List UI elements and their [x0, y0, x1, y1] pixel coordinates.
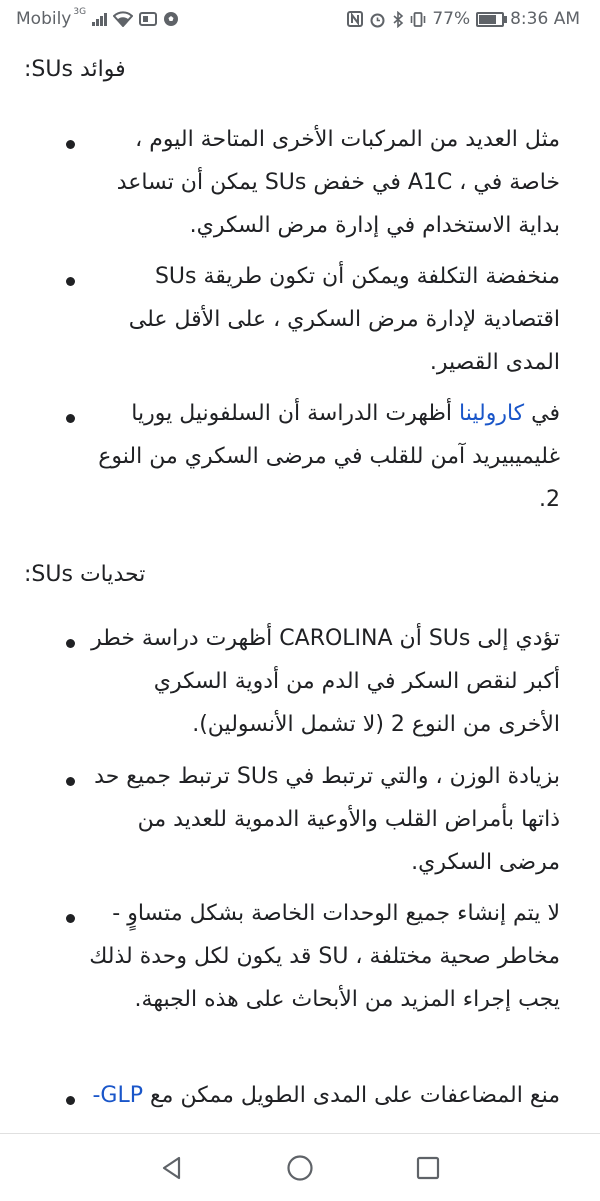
- bullet-dot: [66, 914, 75, 923]
- carolina-link[interactable]: كارولينا: [459, 401, 525, 426]
- home-icon: [286, 1154, 314, 1182]
- benefits-item-3: [88, 392, 560, 521]
- recents-icon: [415, 1155, 441, 1181]
- bullet-dot: [66, 777, 75, 786]
- battery-percent: 77%: [432, 9, 471, 29]
- network-type: 3G: [73, 7, 87, 17]
- benefits-heading: فوائد SUs:: [24, 57, 126, 82]
- carrier-name: Mobily: [16, 9, 72, 29]
- benefits-item-1: مثل العديد من المركبات الأخرى المتاحة اليوم ، خاصة في ، A1C في خفض SUs يمكن أن تساعد بداية الاستخدام في إدارة مرض السكري.: [116, 127, 560, 238]
- status-bar-left: [16, 9, 179, 29]
- challenges-heading: تحديات SUs:: [24, 562, 146, 587]
- bullet-dot: [66, 1096, 75, 1105]
- signal-icon: [92, 12, 107, 26]
- challenges-item-4: [88, 1074, 560, 1117]
- bullet-dot: [66, 414, 75, 423]
- alarm-icon: [369, 11, 386, 28]
- challenges-item-3: لا يتم إنشاء جميع الوحدات الخاصة بشكل متساوٍ - مخاطر صحية مختلفة ، SU قد يكون لكل وحدة لذلك يجب إجراء المزيد من الأبحاث على هذه الجبهة.: [89, 901, 560, 1012]
- bullet-dot: [66, 639, 75, 648]
- benefits-item-3-prefix: في: [524, 401, 560, 426]
- bullet-dot: [66, 140, 75, 149]
- sim-card-icon: [139, 11, 157, 27]
- status-bar-right: [347, 9, 580, 29]
- back-button[interactable]: [156, 1152, 188, 1184]
- glp-link[interactable]: GLP-: [92, 1083, 143, 1108]
- soccer-ball-icon: [163, 11, 179, 27]
- navigation-bar: [0, 1133, 600, 1201]
- status-bar: [0, 0, 600, 40]
- benefits-item-3-suffix: أظهرت الدراسة أن السلفونيل يوريا غليميبيريد آمن للقلب في مرضى السكري من النوع 2.: [98, 401, 560, 512]
- recents-button[interactable]: [412, 1152, 444, 1184]
- home-button[interactable]: [284, 1152, 316, 1184]
- challenges-item-2: بزيادة الوزن ، والتي ترتبط في SUs ترتبط جميع حد ذاتها بأمراض القلب والأوعية الدموية للعديد من مرضى السكري.: [94, 764, 560, 875]
- article-content: [0, 40, 600, 1130]
- challenges-item-4-text: منع المضاعفات على المدى الطويل ممكن مع: [142, 1083, 560, 1108]
- challenges-item-1: تؤدي إلى SUs أن CAROLINA أظهرت دراسة خطر أكبر لنقص السكر في الدم من أدوية السكري الأخرى من النوع 2 (لا تشمل الأنسولين).: [91, 626, 560, 737]
- bullet-dot: [66, 277, 75, 286]
- battery-icon: [476, 12, 504, 27]
- nfc-icon: [347, 11, 363, 27]
- vibrate-icon: [410, 11, 426, 28]
- battery-level: [479, 15, 496, 24]
- bluetooth-icon: [392, 11, 404, 28]
- wifi-icon: [113, 11, 133, 27]
- benefits-item-2: منخفضة التكلفة ويمكن أن تكون طريقة SUs اقتصادية لإدارة مرض السكري ، على الأقل على المدى القصير.: [128, 264, 560, 375]
- status-time: 8:36 AM: [510, 9, 580, 29]
- back-icon: [159, 1155, 185, 1181]
